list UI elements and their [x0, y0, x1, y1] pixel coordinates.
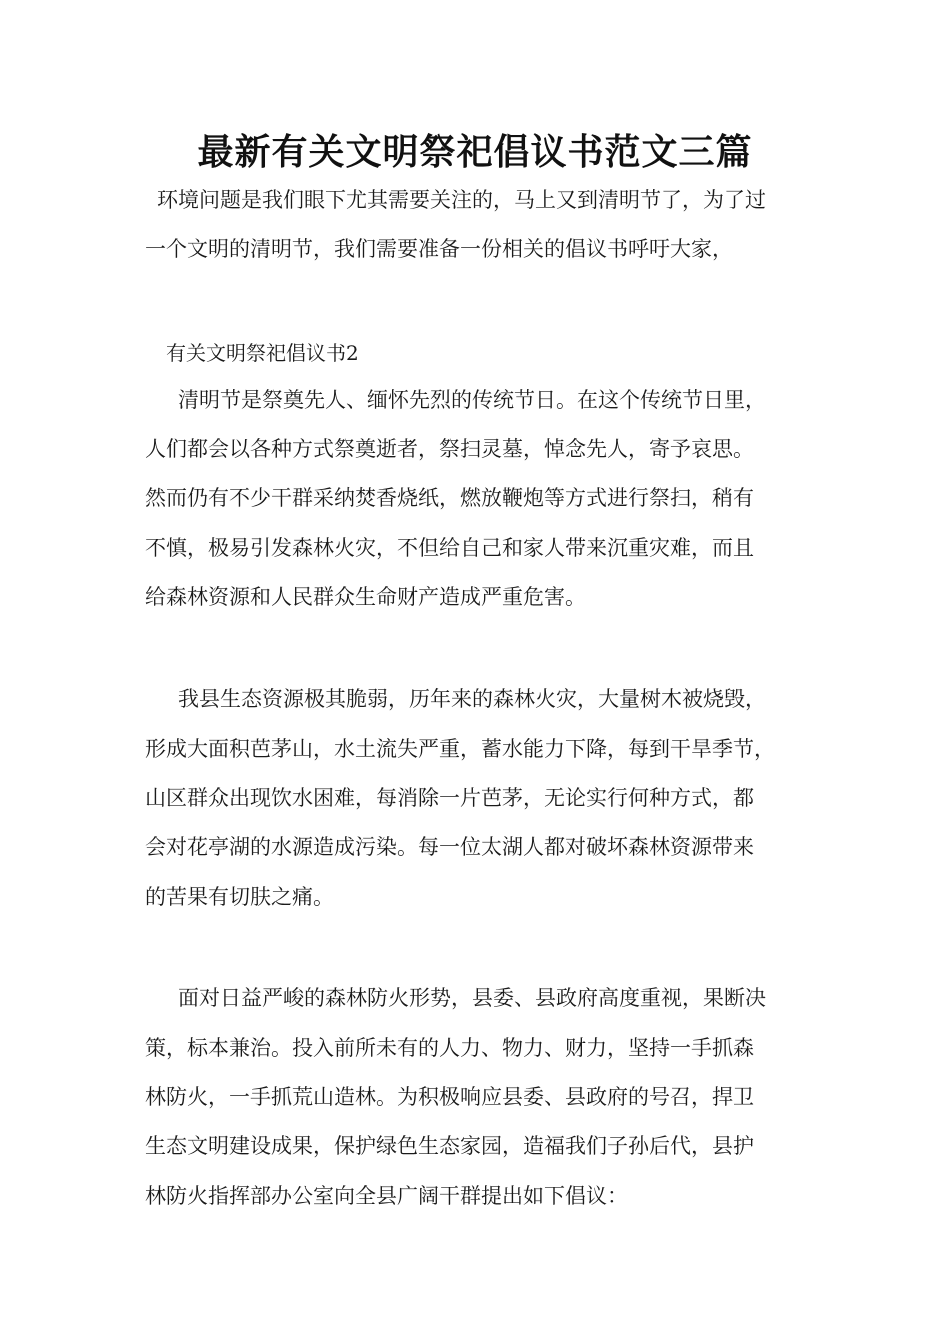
document-title: 最新有关文明祭祀倡议书范文三篇 [197, 132, 753, 173]
paragraph-2-line-3: 山区群众出现饮水困难，每消除一片芭茅，无论实行何种方式，都 [145, 786, 754, 810]
paragraph-3-line-2: 策，标本兼治。投入前所未有的人力、物力、财力，坚持一手抓森 [145, 1036, 754, 1060]
paragraph-1-line-2: 人们都会以各种方式祭奠逝者，祭扫灵墓，悼念先人，寄予哀思。 [145, 437, 754, 461]
section-heading: 有关文明祭祀倡议书2 [166, 341, 359, 365]
paragraph-2-line-4: 会对花亭湖的水源造成污染。每一位太湖人都对破坏森林资源带来 [145, 835, 754, 859]
paragraph-3-line-3: 林防火，一手抓荒山造林。为积极响应县委、县政府的号召，捍卫 [145, 1085, 754, 1109]
paragraph-3-line-1: 面对日益严峻的森林防火形势，县委、县政府高度重视，果断决 [178, 986, 766, 1010]
paragraph-1-line-3: 然而仍有不少干群采纳焚香烧纸，燃放鞭炮等方式进行祭扫，稍有 [145, 486, 754, 510]
paragraph-1-line-5: 给森林资源和人民群众生命财产造成严重危害。 [145, 585, 586, 609]
intro-line-1: 环境问题是我们眼下尤其需要关注的，马上又到清明节了，为了过 [157, 188, 766, 212]
paragraph-2-line-5: 的苦果有切肤之痛。 [145, 885, 334, 909]
paragraph-1-line-1: 清明节是祭奠先人、缅怀先烈的传统节日。在这个传统节日里， [178, 388, 766, 412]
paragraph-3-line-5: 林防火指挥部办公室向全县广阔干群提出如下倡议： [145, 1184, 628, 1208]
paragraph-3-line-4: 生态文明建设成果，保护绿色生态家园，造福我们子孙后代，县护 [145, 1134, 754, 1158]
paragraph-2-line-2: 形成大面积芭茅山，水土流失严重，蓄水能力下降，每到干旱季节， [145, 737, 775, 761]
intro-line-2: 一个文明的清明节，我们需要准备一份相关的倡议书呼吁大家， [145, 237, 733, 261]
paragraph-2-line-1: 我县生态资源极其脆弱，历年来的森林火灾，大量树木被烧毁， [178, 687, 766, 711]
paragraph-1-line-4: 不慎，极易引发森林火灾，不但给自己和家人带来沉重灾难，而且 [145, 536, 754, 560]
